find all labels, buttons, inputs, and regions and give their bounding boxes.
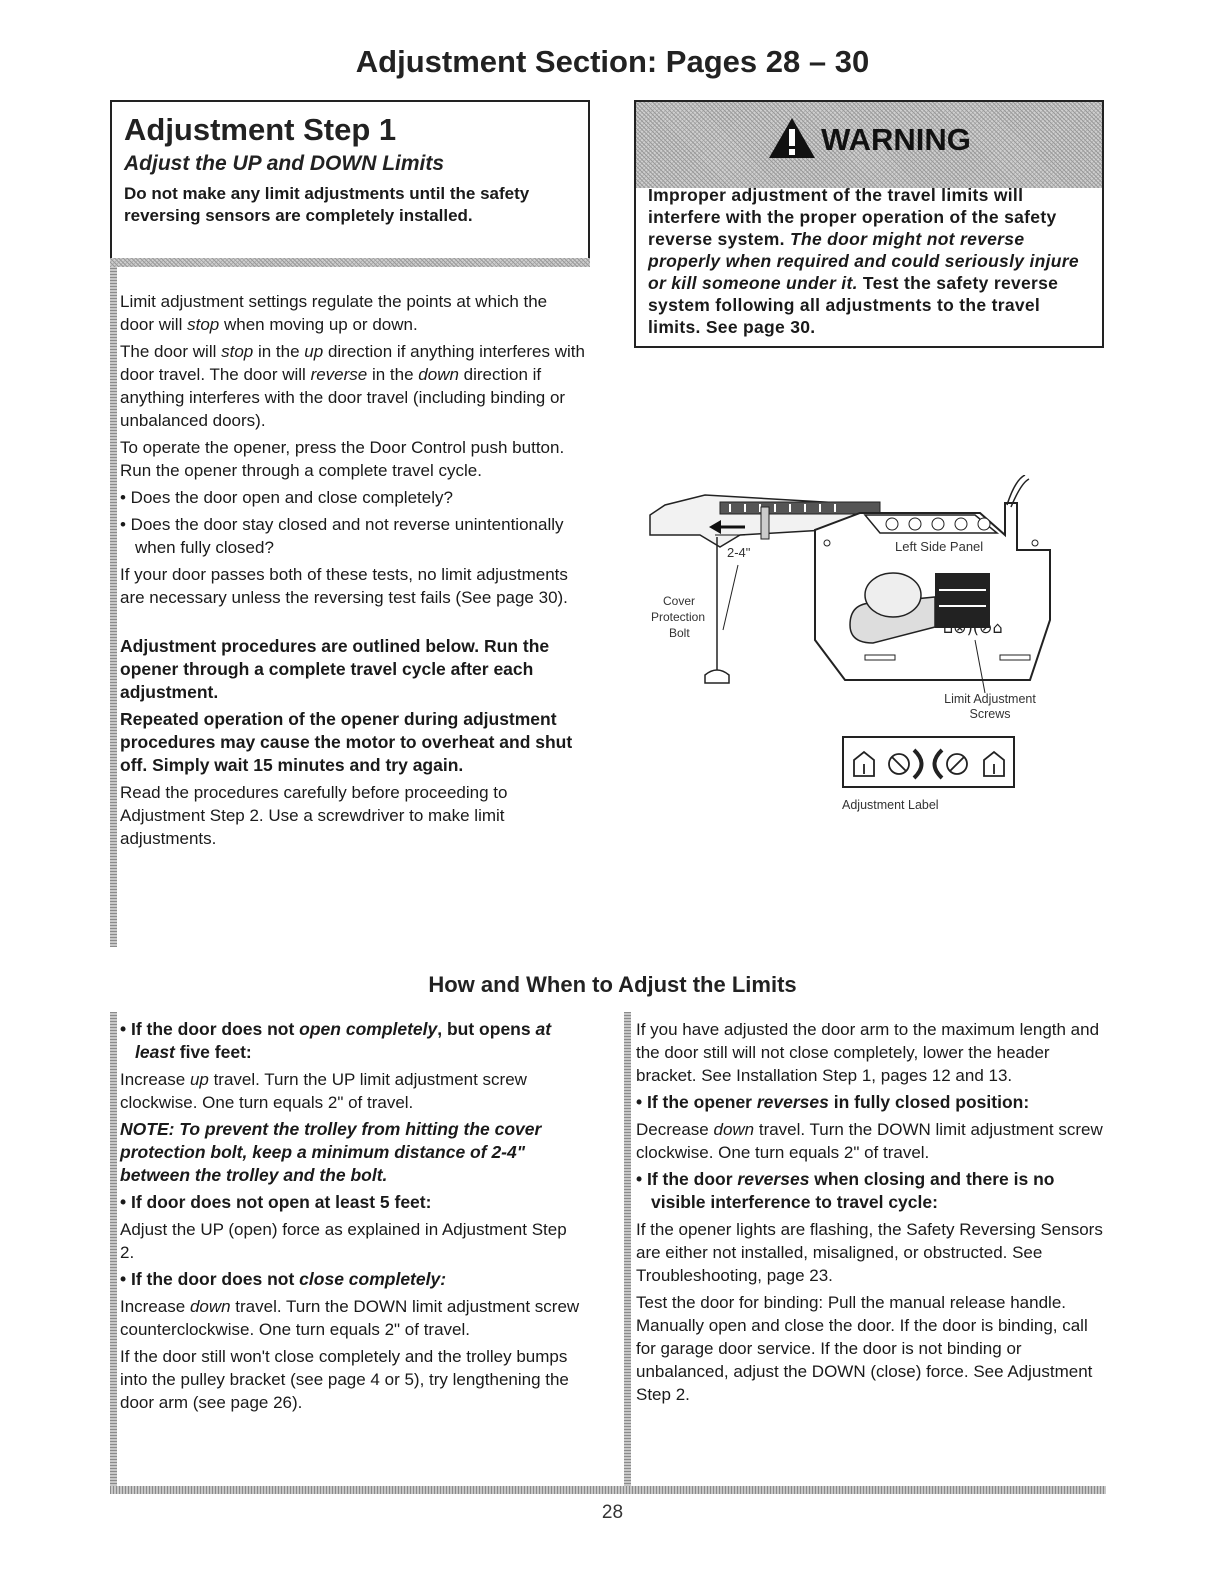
middle-margin-bar: [624, 1012, 631, 1487]
overheat-notice: Repeated operation of the opener during adjustment procedures may cause the motor to overheat and shut off. Simply wait 15 minutes and try again.: [120, 709, 573, 775]
case-open-under-5ft-heading: • If door does not open at least 5 feet:: [120, 1192, 432, 1212]
warning-text: Improper adjustment of the travel limits will interfere with the proper operation of the safety reverse system. The door might not reverse properly when required and could seriously injure or kill someone under it. Test the safety reverse system following all adjustments to the travel limits. See page 30.: [648, 185, 1079, 337]
limits-column-left: [120, 1018, 585, 1418]
adjustment-step-box: [110, 100, 590, 260]
warning-triangle-icon: [767, 116, 817, 168]
step-notice: Do not make any limit adjustments until the safety reversing sensors are completely installed.: [124, 184, 530, 225]
test-bullet-1: • Does the door open and close completely?: [120, 488, 453, 507]
case-reverses-closed-text: Decrease down travel. Turn the DOWN limit adjustment screw clockwise. One turn equals 2" of travel.: [636, 1120, 1103, 1162]
left-margin-bar-bottom: [110, 1012, 117, 1487]
cover-label-2: Protection: [651, 610, 706, 624]
case-open-under-5ft-text: Adjust the UP (open) force as explained in Adjustment Step 2.: [120, 1220, 567, 1262]
adjustment-label-icon: [842, 736, 1015, 788]
procedure-notice: Adjustment procedures are outlined below. Run the opener through a complete travel cycle after each adjustment.: [120, 636, 550, 702]
cover-label-3: Bolt: [669, 626, 690, 640]
page-number: 28: [601, 1502, 624, 1523]
bottom-rule: [110, 1486, 1106, 1494]
intro-paragraph-3: To operate the opener, press the Door Control push button. Run the opener through a complete travel cycle.: [120, 438, 565, 480]
intro-paragraph-1: Limit adjustment settings regulate the points at which the door will stop when moving up or down.: [120, 292, 548, 334]
left-side-panel-label: Left Side Panel: [895, 539, 984, 554]
sensors-text: If the opener lights are flashing, the Safety Reversing Sensors are either not installed, misaligned, or obstructed. See Troubleshooting, page 23.: [636, 1220, 1103, 1285]
header-bracket-text: If you have adjusted the door arm to the maximum length and the door still will not close completely, lower the header bracket. See Installation Step 1, pages 12 and 13.: [636, 1020, 1100, 1085]
left-margin-bar-top: [110, 267, 117, 947]
trolley-note: NOTE: To prevent the trolley from hitting the cover protection bolt, keep a minimum distance of 2-4" between the trolley and the bolt.: [120, 1119, 542, 1185]
how-when-heading: How and When to Adjust the Limits: [428, 972, 797, 997]
step-subtitle: Adjust the UP and DOWN Limits: [124, 152, 445, 175]
door-arm-text: If the door still won't close completely and the trolley bumps into the pulley bracket (see page 4 or 5), try lengthening the door arm (see page 26).: [120, 1347, 569, 1412]
page-title: Adjustment Section: Pages 28 – 30: [355, 44, 870, 79]
limit-screws-label: Limit Adjustment Screws: [944, 692, 1036, 721]
gap-label: 2-4": [727, 545, 751, 560]
test-bullet-2: • Does the door stay closed and not reverse unintentionally when fully closed?: [120, 515, 564, 557]
cover-label-1: Cover: [663, 594, 696, 608]
intro-column: [120, 290, 585, 854]
case-open-partial-text: Increase up travel. Turn the UP limit adjustment screw clockwise. One turn equals 2" of travel.: [120, 1070, 527, 1112]
case-open-partial-heading: • If the door does not open completely, but opens at least five feet:: [120, 1019, 552, 1062]
warning-box: [634, 100, 1104, 348]
adjustment-label-caption: Adjustment Label: [842, 798, 939, 812]
intro-paragraph-2: The door will stop in the up direction if anything interferes with door travel. The door will reverse in the down direction if anything interferes with the door travel (including binding or unbalanced doors).: [120, 342, 585, 430]
case-not-close-text: Increase down travel. Turn the DOWN limit adjustment screw counterclockwise. One turn equals 2" of travel.: [120, 1297, 580, 1339]
step-title: Adjustment Step 1: [124, 112, 397, 147]
step-box-hatch: [110, 258, 590, 267]
warning-label: WARNING: [636, 116, 1102, 168]
binding-test-text: Test the door for binding: Pull the manual release handle. Manually open and close the door. If the door is binding, call for garage door service. If the door is not binding or unbalanced, adjust the DOWN (close) force. See Adjustment Step 2.: [636, 1293, 1093, 1404]
intro-paragraph-4: If your door passes both of these tests, no limit adjustments are necessary unless the reversing test fails (See page 30).: [120, 565, 568, 607]
case-reverses-closing-heading: • If the door reverses when closing and there is no visible interference to travel cycle:: [636, 1169, 1055, 1212]
limit-screw-icon: ⌂⊗)(⊘⌂: [943, 618, 1003, 637]
opener-diagram: [645, 475, 1065, 725]
case-not-close-heading: • If the door does not close completely:: [120, 1269, 447, 1289]
case-reverses-closed-heading: • If the opener reverses in fully closed position:: [636, 1092, 1030, 1112]
intro-paragraph-5: Read the procedures carefully before proceeding to Adjustment Step 2. Use a screwdriver to make limit adjustments.: [120, 783, 508, 848]
limits-column-right: [636, 1018, 1106, 1410]
